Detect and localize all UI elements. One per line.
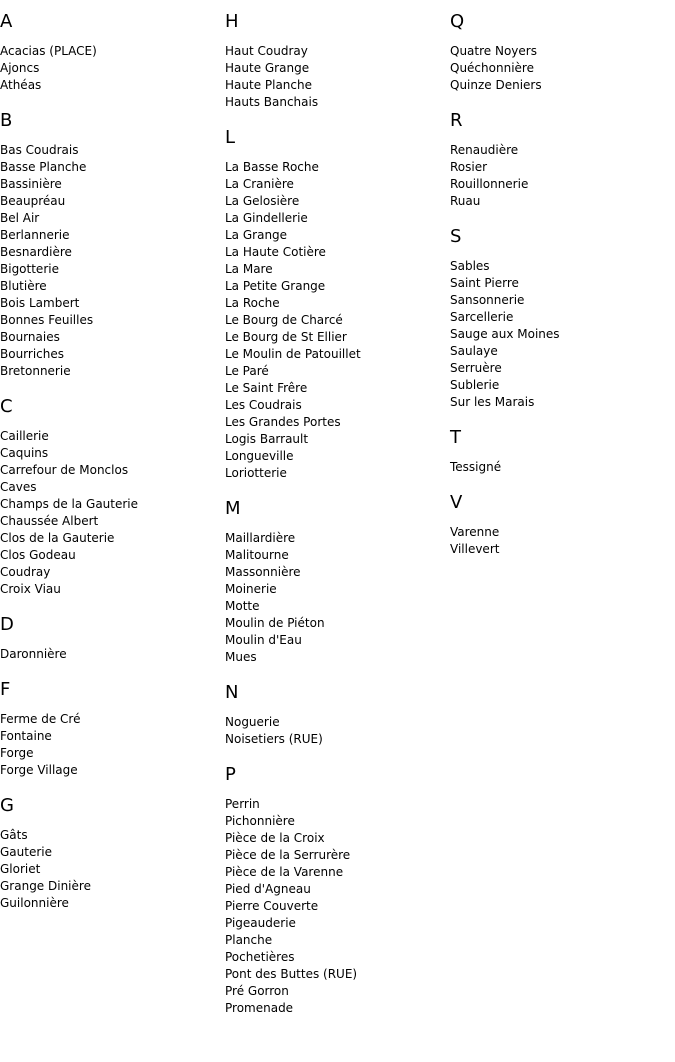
place-link-haut-coudray[interactable]: Haut Coudray — [225, 44, 308, 58]
letter-heading: M — [225, 498, 241, 519]
letter-heading: F — [0, 679, 11, 700]
place-list — [450, 459, 675, 476]
letter-section-a — [0, 10, 225, 94]
place-list — [450, 258, 675, 411]
place-link-la-mare[interactable]: La Mare — [225, 262, 273, 276]
index-column-3 — [450, 10, 675, 573]
place-link-serruere[interactable]: Serruère — [450, 361, 502, 375]
letter-section-l — [225, 126, 450, 482]
place-list — [0, 646, 225, 663]
place-link-pont-des-buttes-rue[interactable]: Pont des Buttes (RUE) — [225, 967, 358, 981]
place-link-renaudiere[interactable]: Renaudière — [450, 143, 519, 157]
letter-heading: G — [0, 795, 14, 816]
place-link-besnardiere[interactable]: Besnardière — [0, 245, 72, 259]
letter-section-c — [0, 395, 225, 598]
place-link-atheas[interactable]: Athéas — [0, 78, 42, 92]
place-link-noguerie[interactable]: Noguerie — [225, 715, 280, 729]
place-link-sansonnerie[interactable]: Sansonnerie — [450, 293, 525, 307]
place-list — [0, 43, 225, 94]
place-link-moulin-de-pieton[interactable]: Moulin de Piéton — [225, 616, 325, 630]
place-link-bourriches[interactable]: Bourriches — [0, 347, 65, 361]
place-link-massonniere[interactable]: Massonnière — [225, 565, 301, 579]
letter-heading: C — [0, 396, 13, 417]
place-link-piece-de-la-serrurere[interactable]: Pièce de la Serrurère — [225, 848, 351, 862]
place-link-forge-village[interactable]: Forge Village — [0, 763, 78, 777]
place-link-bournaies[interactable]: Bournaies — [0, 330, 60, 344]
place-link-moulin-d-eau[interactable]: Moulin d'Eau — [225, 633, 302, 647]
place-link-pierre-couverte[interactable]: Pierre Couverte — [225, 899, 319, 913]
place-link-bas-coudrais[interactable]: Bas Coudrais — [0, 143, 79, 157]
letter-heading: R — [450, 110, 463, 131]
place-link-mues[interactable]: Mues — [225, 650, 257, 664]
letter-section-h — [225, 10, 450, 111]
letter-section-g — [0, 794, 225, 912]
place-link-caquins[interactable]: Caquins — [0, 446, 49, 460]
place-link-sables[interactable]: Sables — [450, 259, 490, 273]
place-link-bonnes-feuilles[interactable]: Bonnes Feuilles — [0, 313, 94, 327]
place-link-tessigne[interactable]: Tessigné — [450, 460, 502, 474]
place-link-bretonnerie[interactable]: Bretonnerie — [0, 364, 71, 378]
letter-heading: H — [225, 11, 239, 32]
place-link-piece-de-la-croix[interactable]: Pièce de la Croix — [225, 831, 325, 845]
place-link-carrefour-de-monclos[interactable]: Carrefour de Monclos — [0, 463, 129, 477]
place-link-planche[interactable]: Planche — [225, 933, 273, 947]
place-link-la-roche[interactable]: La Roche — [225, 296, 280, 310]
place-link-haute-grange[interactable]: Haute Grange — [225, 61, 310, 75]
letter-heading: L — [225, 127, 236, 148]
place-link-la-gelosiere[interactable]: La Gelosière — [225, 194, 300, 208]
letter-section-n — [225, 681, 450, 748]
place-link-le-moulin-de-patouillet[interactable]: Le Moulin de Patouillet — [225, 347, 361, 361]
place-link-forge[interactable]: Forge — [0, 746, 34, 760]
place-link-ruau[interactable]: Ruau — [450, 194, 481, 208]
place-list — [225, 796, 450, 1017]
place-link-piece-de-la-varenne[interactable]: Pièce de la Varenne — [225, 865, 344, 879]
letter-heading: B — [0, 110, 13, 131]
place-link-acacias-place[interactable]: Acacias (PLACE) — [0, 44, 97, 58]
letter-heading: Q — [450, 11, 465, 32]
place-link-clos-godeau[interactable]: Clos Godeau — [0, 548, 76, 562]
place-link-gloriet[interactable]: Gloriet — [0, 862, 41, 876]
letter-heading: V — [450, 492, 463, 513]
letter-heading: S — [450, 226, 462, 247]
place-link-haute-planche[interactable]: Haute Planche — [225, 78, 312, 92]
place-link-bel-air[interactable]: Bel Air — [0, 211, 40, 225]
place-link-pre-gorron[interactable]: Pré Gorron — [225, 984, 289, 998]
letter-section-p — [225, 763, 450, 1017]
place-link-quechonniere[interactable]: Quéchonnière — [450, 61, 534, 75]
place-link-la-basse-roche[interactable]: La Basse Roche — [225, 160, 319, 174]
letter-heading: D — [0, 614, 14, 635]
place-link-le-pare[interactable]: Le Paré — [225, 364, 269, 378]
letter-section-b — [0, 109, 225, 380]
place-list — [225, 530, 450, 666]
letter-section-d — [0, 613, 225, 663]
place-link-moinerie[interactable]: Moinerie — [225, 582, 277, 596]
place-link-hauts-banchais[interactable]: Hauts Banchais — [225, 95, 319, 109]
place-link-champs-de-la-gauterie[interactable]: Champs de la Gauterie — [0, 497, 139, 511]
letter-section-v — [450, 491, 675, 558]
place-link-fontaine[interactable]: Fontaine — [0, 729, 52, 743]
place-link-perrin[interactable]: Perrin — [225, 797, 260, 811]
place-link-basse-planche[interactable]: Basse Planche — [0, 160, 87, 174]
place-link-chaussee-albert[interactable]: Chaussée Albert — [0, 514, 99, 528]
place-link-caves[interactable]: Caves — [0, 480, 37, 494]
place-list — [225, 43, 450, 111]
place-link-ajoncs[interactable]: Ajoncs — [0, 61, 40, 75]
place-link-loriotterie[interactable]: Loriotterie — [225, 466, 287, 480]
place-link-berlannerie[interactable]: Berlannerie — [0, 228, 70, 242]
place-link-bois-lambert[interactable]: Bois Lambert — [0, 296, 80, 310]
place-link-sublerie[interactable]: Sublerie — [450, 378, 500, 392]
place-link-les-grandes-portes[interactable]: Les Grandes Portes — [225, 415, 341, 429]
place-link-longueville[interactable]: Longueville — [225, 449, 294, 463]
place-link-pichonniere[interactable]: Pichonnière — [225, 814, 295, 828]
place-link-guilonniere[interactable]: Guilonnière — [0, 896, 69, 910]
place-link-le-bourg-de-charce[interactable]: Le Bourg de Charcé — [225, 313, 343, 327]
place-link-noisetiers-rue[interactable]: Noisetiers (RUE) — [225, 732, 323, 746]
letter-section-s — [450, 225, 675, 411]
place-link-le-saint-frere[interactable]: Le Saint Frêre — [225, 381, 308, 395]
index-column-1 — [0, 10, 225, 927]
place-list — [450, 43, 675, 94]
place-link-logis-barrault[interactable]: Logis Barrault — [225, 432, 309, 446]
place-link-sur-les-marais[interactable]: Sur les Marais — [450, 395, 535, 409]
place-link-varenne[interactable]: Varenne — [450, 525, 500, 539]
place-link-clos-de-la-gauterie[interactable]: Clos de la Gauterie — [0, 531, 115, 545]
place-link-le-bourg-de-st-ellier[interactable]: Le Bourg de St Ellier — [225, 330, 347, 344]
letter-section-f — [0, 678, 225, 779]
place-link-la-petite-grange[interactable]: La Petite Grange — [225, 279, 326, 293]
place-link-les-coudrais[interactable]: Les Coudrais — [225, 398, 302, 412]
place-link-villevert[interactable]: Villevert — [450, 542, 500, 556]
letter-heading: P — [225, 764, 236, 785]
place-link-promenade[interactable]: Promenade — [225, 1001, 294, 1015]
place-link-daronniere[interactable]: Daronnière — [0, 647, 67, 661]
place-link-grange-diniere[interactable]: Grange Dinière — [0, 879, 91, 893]
place-link-pochetieres[interactable]: Pochetières — [225, 950, 295, 964]
place-list — [225, 714, 450, 748]
place-list — [0, 142, 225, 380]
place-link-blutiere[interactable]: Blutière — [0, 279, 47, 293]
place-link-rouillonnerie[interactable]: Rouillonnerie — [450, 177, 529, 191]
place-link-maillardiere[interactable]: Maillardière — [225, 531, 296, 545]
place-link-ferme-de-cre[interactable]: Ferme de Cré — [0, 712, 81, 726]
place-list — [0, 827, 225, 912]
place-list — [450, 524, 675, 558]
place-link-sarcellerie[interactable]: Sarcellerie — [450, 310, 514, 324]
letter-section-q — [450, 10, 675, 94]
place-link-pied-d-agneau[interactable]: Pied d'Agneau — [225, 882, 311, 896]
place-link-saint-pierre[interactable]: Saint Pierre — [450, 276, 519, 290]
letter-section-m — [225, 497, 450, 666]
place-list — [450, 142, 675, 210]
place-link-quatre-noyers[interactable]: Quatre Noyers — [450, 44, 537, 58]
place-list — [225, 159, 450, 482]
letter-heading: T — [450, 427, 461, 448]
place-list — [0, 428, 225, 598]
letter-heading: A — [0, 11, 13, 32]
place-link-quinze-deniers[interactable]: Quinze Deniers — [450, 78, 542, 92]
place-link-malitourne[interactable]: Malitourne — [225, 548, 289, 562]
place-link-la-craniere[interactable]: La Cranière — [225, 177, 294, 191]
place-link-la-haute-cotiere[interactable]: La Haute Cotière — [225, 245, 326, 259]
place-link-gauterie[interactable]: Gauterie — [0, 845, 52, 859]
place-link-croix-viau[interactable]: Croix Viau — [0, 582, 61, 596]
place-link-la-grange[interactable]: La Grange — [225, 228, 288, 242]
place-link-rosier[interactable]: Rosier — [450, 160, 488, 174]
letter-section-r — [450, 109, 675, 210]
place-link-la-gindellerie[interactable]: La Gindellerie — [225, 211, 308, 225]
place-link-motte[interactable]: Motte — [225, 599, 260, 613]
place-link-caillerie[interactable]: Caillerie — [0, 429, 49, 443]
place-link-sauge-aux-moines[interactable]: Sauge aux Moines — [450, 327, 560, 341]
place-link-pigeauderie[interactable]: Pigeauderie — [225, 916, 296, 930]
letter-heading: N — [225, 682, 239, 703]
letter-section-t — [450, 426, 675, 476]
index-column-2 — [225, 10, 450, 1032]
place-link-bassiniere[interactable]: Bassinière — [0, 177, 62, 191]
place-link-saulaye[interactable]: Saulaye — [450, 344, 498, 358]
place-list — [0, 711, 225, 779]
place-link-beaupreau[interactable]: Beaupréau — [0, 194, 66, 208]
place-link-gats[interactable]: Gâts — [0, 828, 28, 842]
place-link-coudray[interactable]: Coudray — [0, 565, 51, 579]
place-link-bigotterie[interactable]: Bigotterie — [0, 262, 59, 276]
